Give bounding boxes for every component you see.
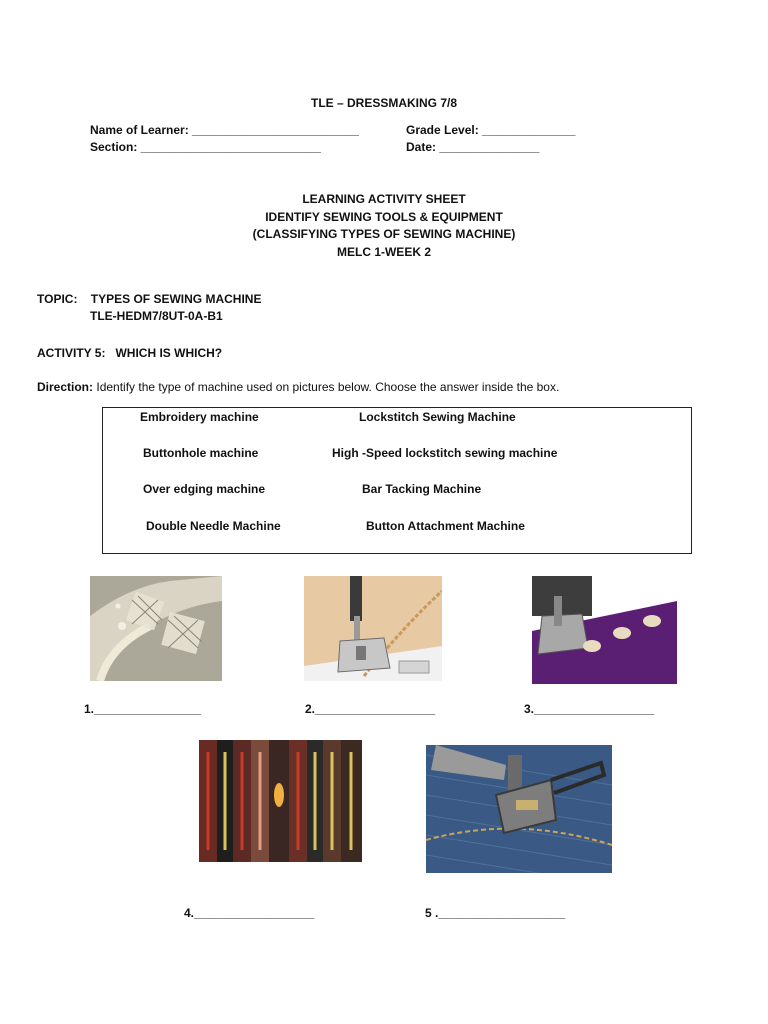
answer-choices-box	[102, 407, 692, 554]
date-field[interactable]: Date: _______________	[406, 140, 540, 154]
choice-embroidery-machine: Embroidery machine	[140, 410, 259, 424]
picture-2-lockstitch	[304, 576, 442, 681]
answer-blank-4[interactable]: 4.__________________	[184, 906, 315, 920]
grade-level-field[interactable]: Grade Level: ______________	[406, 123, 576, 137]
answer-blank-1[interactable]: 1.________________	[84, 702, 201, 716]
picture-3-button-attachment	[532, 576, 677, 684]
topic-label: TOPIC: TYPES OF SEWING MACHINE	[37, 292, 262, 306]
direction-label: Direction:	[37, 380, 94, 394]
activity-title: ACTIVITY 5: WHICH IS WHICH?	[37, 346, 223, 360]
sheet-title-line3: (CLASSIFYING TYPES OF SEWING MACHINE)	[252, 227, 516, 241]
choice-over-edging-machine: Over edging machine	[143, 482, 266, 496]
section-field[interactable]: Section: ___________________________	[90, 140, 321, 154]
answer-blank-2[interactable]: 2.__________________	[305, 702, 436, 716]
choice-bar-tacking-machine: Bar Tacking Machine	[362, 482, 482, 496]
answer-blank-3[interactable]: 3.__________________	[524, 702, 655, 716]
choice-double-needle-machine: Double Needle Machine	[146, 519, 281, 533]
answer-blank-5[interactable]: 5 .___________________	[425, 906, 566, 920]
direction-text: Identify the type of machine used on pictures below. Choose the answer inside the box.	[96, 380, 560, 394]
sheet-title-line4: MELC 1-WEEK 2	[336, 245, 431, 259]
subject-title: TLE – DRESSMAKING 7/8	[310, 96, 458, 110]
choice-lockstitch-sewing-machine: Lockstitch Sewing Machine	[359, 410, 516, 424]
topic-code: TLE-HEDM7/8UT-0A-B1	[90, 309, 223, 323]
picture-1-embroidery	[90, 576, 222, 681]
picture-4-buttonhole	[199, 740, 362, 862]
sheet-title-line1: LEARNING ACTIVITY SHEET	[302, 192, 466, 206]
name-of-learner-field[interactable]: Name of Learner: _________________________	[90, 123, 359, 137]
picture-5-bar-tacking	[426, 745, 612, 873]
choice-button-attachment-machine: Button Attachment Machine	[366, 519, 525, 533]
direction-line	[37, 380, 559, 394]
choice-buttonhole-machine: Buttonhole machine	[143, 446, 259, 460]
sheet-title-line2: IDENTIFY SEWING TOOLS & EQUIPMENT	[265, 210, 503, 224]
choice-high-speed-lockstitch: High -Speed lockstitch sewing machine	[332, 446, 558, 460]
